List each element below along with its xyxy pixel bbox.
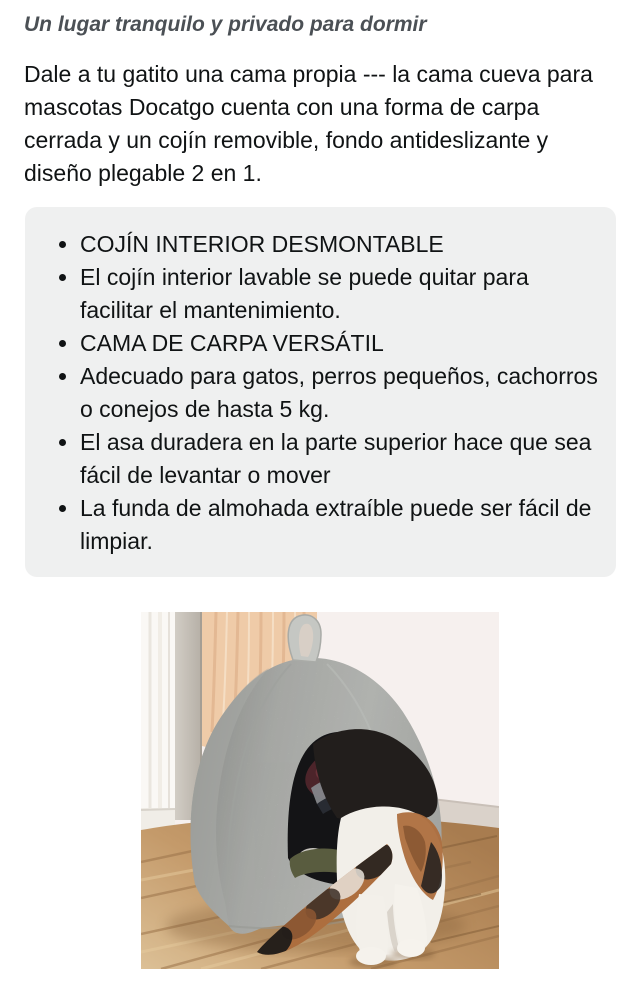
feature-item: • COJÍN INTERIOR DESMONTABLE (80, 228, 600, 261)
feature-item: • Adecuado para gatos, perros pequeños, cachorros o conejos de hasta 5 kg. (80, 360, 600, 426)
product-description-page (0, 12, 640, 969)
features-box (25, 207, 616, 577)
feature-item: • El asa duradera en la parte superior hace que sea fácil de levantar o mover (80, 426, 600, 492)
description-paragraph: Dale a tu gatito una cama propia --- la cama cueva para mascotas Docatgo cuenta con una forma de carpa cerrada y un cojín removible, fondo antideslizante y diseño plegable 2 en 1. (24, 61, 593, 186)
section-heading: Un lugar tranquilo y privado para dormir (24, 13, 427, 36)
pet-bed-photo-illustration (141, 612, 499, 969)
feature-item: • El cojín interior lavable se puede quitar para facilitar el mantenimiento. (80, 261, 600, 327)
feature-list (25, 228, 600, 558)
feature-item: • CAMA DE CARPA VERSÁTIL (80, 327, 600, 360)
product-photo (141, 612, 499, 969)
window-light (141, 612, 175, 836)
feature-item: • La funda de almohada extraíble puede ser fácil de limpiar. (80, 492, 600, 558)
tent-handle (288, 615, 321, 662)
